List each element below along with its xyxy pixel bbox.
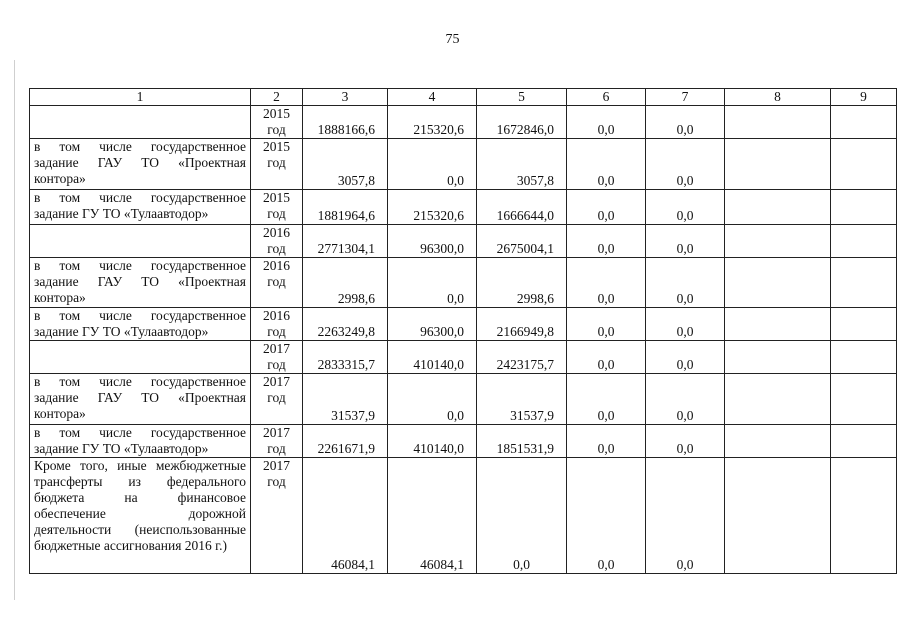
column-header: 4 [388,89,477,106]
cell-col4: 410140,0 [388,425,477,458]
cell-col8 [725,258,831,308]
cell-col9 [831,258,897,308]
table-row [30,458,897,574]
row-year: 2017 год [251,341,303,374]
budget-table [29,88,897,574]
cell-col5: 1666644,0 [477,190,567,225]
row-year: 2017 год [251,458,303,574]
cell-col7: 0,0 [646,225,725,258]
row-description: в том числе государственное задание ГАУ ТО «Проектная контора» [30,139,251,190]
cell-col5: 2675004,1 [477,225,567,258]
column-header: 5 [477,89,567,106]
cell-col6: 0,0 [567,425,646,458]
cell-col9 [831,425,897,458]
cell-col8 [725,308,831,341]
cell-col7: 0,0 [646,341,725,374]
table-row [30,425,897,458]
table-row [30,308,897,341]
column-header: 1 [30,89,251,106]
table-row [30,106,897,139]
cell-col7: 0,0 [646,458,725,574]
cell-col3: 1888166,6 [303,106,388,139]
row-year: 2017 год [251,425,303,458]
cell-col3: 46084,1 [303,458,388,574]
row-year: 2017 год [251,374,303,425]
cell-col5: 2998,6 [477,258,567,308]
header-row [30,89,897,106]
cell-col4: 46084,1 [388,458,477,574]
table-row [30,374,897,425]
column-header: 6 [567,89,646,106]
cell-col5: 2166949,8 [477,308,567,341]
cell-col6: 0,0 [567,308,646,341]
cell-col8 [725,458,831,574]
column-header: 7 [646,89,725,106]
row-year: 2016 год [251,225,303,258]
cell-col5: 0,0 [477,458,567,574]
cell-col7: 0,0 [646,106,725,139]
cell-col9 [831,106,897,139]
row-description: в том числе государственное задание ГУ ТО «Тулаавтодор» [30,308,251,341]
cell-col9 [831,374,897,425]
row-description: в том числе государственное задание ГУ ТО «Тулаавтодор» [30,425,251,458]
cell-col3: 31537,9 [303,374,388,425]
cell-col6: 0,0 [567,106,646,139]
cell-col9 [831,139,897,190]
cell-col3: 2833315,7 [303,341,388,374]
column-header: 3 [303,89,388,106]
cell-col8 [725,190,831,225]
cell-col3: 2263249,8 [303,308,388,341]
row-year: 2015 год [251,190,303,225]
cell-col4: 0,0 [388,139,477,190]
cell-col4: 0,0 [388,258,477,308]
cell-col7: 0,0 [646,308,725,341]
cell-col6: 0,0 [567,341,646,374]
page-number: 75 [445,32,460,47]
table-row [30,225,897,258]
cell-col8 [725,341,831,374]
row-description [30,106,251,139]
cell-col7: 0,0 [646,190,725,225]
cell-col9 [831,190,897,225]
cell-col8 [725,425,831,458]
cell-col8 [725,139,831,190]
row-description [30,341,251,374]
cell-col5: 31537,9 [477,374,567,425]
cell-col9 [831,308,897,341]
row-year: 2016 год [251,258,303,308]
cell-col4: 410140,0 [388,341,477,374]
row-year: 2015 год [251,139,303,190]
column-header: 9 [831,89,897,106]
row-description: в том числе государственное задание ГУ ТО «Тулаавтодор» [30,190,251,225]
row-description: в том числе государственное задание ГАУ ТО «Проектная контора» [30,374,251,425]
cell-col4: 96300,0 [388,308,477,341]
cell-col8 [725,225,831,258]
row-description [30,225,251,258]
cell-col4: 215320,6 [388,190,477,225]
cell-col9 [831,225,897,258]
cell-col4: 215320,6 [388,106,477,139]
table-row [30,258,897,308]
cell-col7: 0,0 [646,374,725,425]
table-row [30,341,897,374]
binding-margin-mark [14,60,15,600]
cell-col8 [725,106,831,139]
cell-col7: 0,0 [646,139,725,190]
cell-col7: 0,0 [646,425,725,458]
row-description: в том числе государственное задание ГАУ ТО «Проектная контора» [30,258,251,308]
cell-col9 [831,458,897,574]
cell-col3: 3057,8 [303,139,388,190]
cell-col3: 2261671,9 [303,425,388,458]
cell-col9 [831,341,897,374]
cell-col3: 1881964,6 [303,190,388,225]
cell-col7: 0,0 [646,258,725,308]
row-year: 2016 год [251,308,303,341]
cell-col4: 96300,0 [388,225,477,258]
cell-col6: 0,0 [567,225,646,258]
cell-col5: 1672846,0 [477,106,567,139]
cell-col5: 1851531,9 [477,425,567,458]
column-header: 8 [725,89,831,106]
cell-col8 [725,374,831,425]
cell-col5: 2423175,7 [477,341,567,374]
cell-col6: 0,0 [567,190,646,225]
table-row [30,139,897,190]
cell-col3: 2771304,1 [303,225,388,258]
column-header: 2 [251,89,303,106]
cell-col6: 0,0 [567,139,646,190]
row-year: 2015 год [251,106,303,139]
cell-col3: 2998,6 [303,258,388,308]
cell-col6: 0,0 [567,258,646,308]
cell-col5: 3057,8 [477,139,567,190]
cell-col6: 0,0 [567,374,646,425]
row-description: Кроме того, иные межбюджетные трансферты из федерального бюджета на финансовое обеспечение дорожной деятельности (неиспользованные бюджетные ассигнования 2016 г.) [30,458,251,574]
cell-col6: 0,0 [567,458,646,574]
cell-col4: 0,0 [388,374,477,425]
table-row [30,190,897,225]
